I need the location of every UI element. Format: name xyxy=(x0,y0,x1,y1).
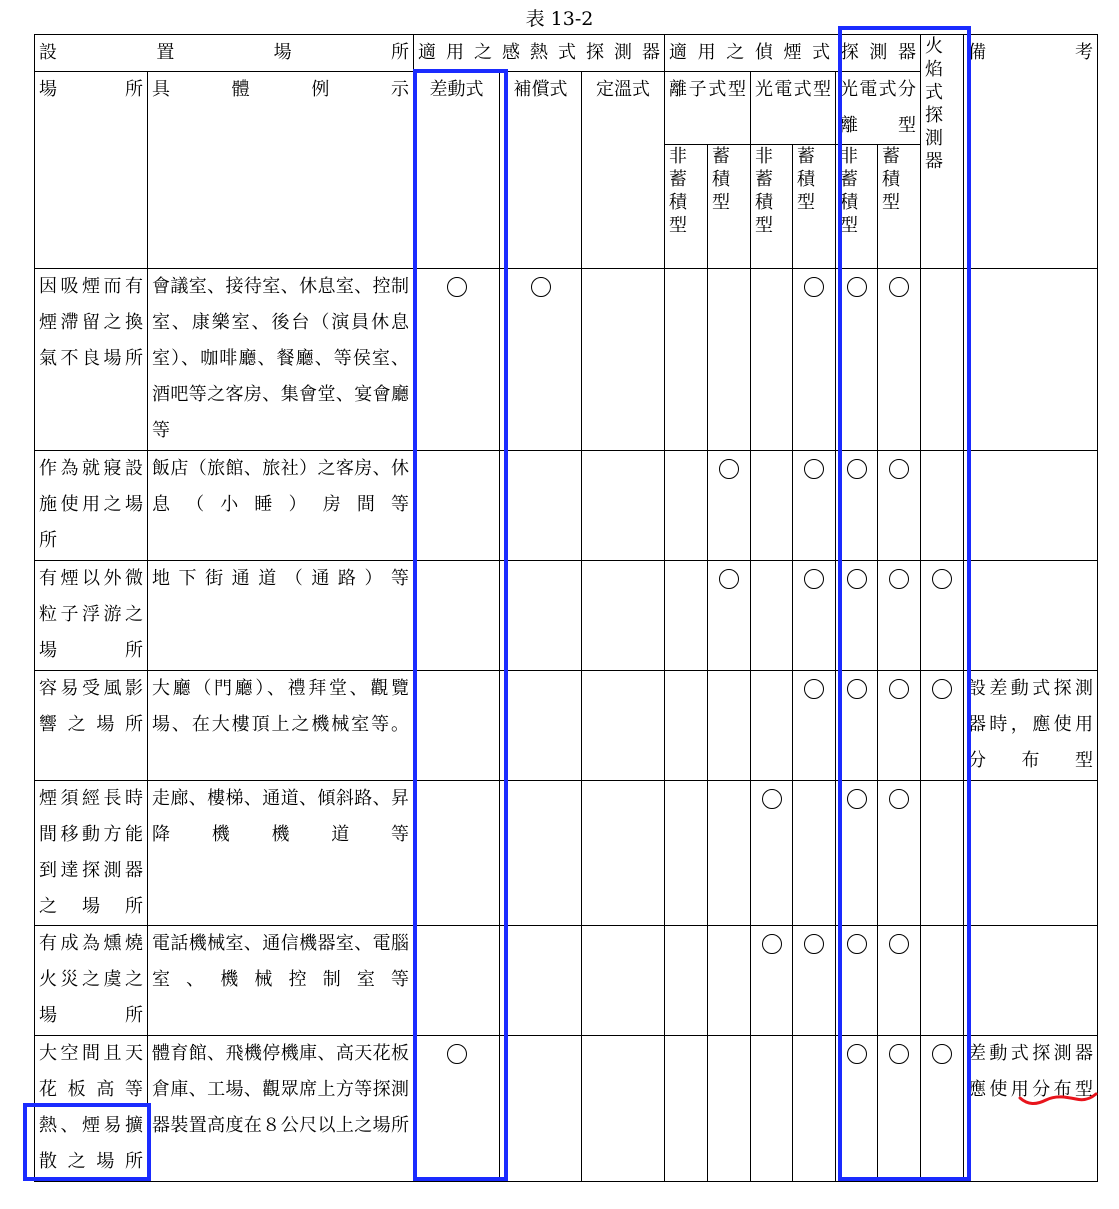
circle-mark-icon xyxy=(932,1044,952,1064)
circle-mark-icon xyxy=(889,459,909,479)
circle-mark-icon xyxy=(847,679,867,699)
header-place-col: 場所 xyxy=(35,72,148,269)
applicability-cell xyxy=(708,781,751,926)
applicability-cell xyxy=(665,269,708,451)
place-cell: 有煙以外微粒子浮游之場所 xyxy=(35,561,148,671)
circle-mark-icon xyxy=(847,459,867,479)
applicability-cell xyxy=(582,269,665,451)
applicability-cell xyxy=(665,926,708,1036)
header-accumulating: 蓄積型 xyxy=(878,145,921,269)
remark-cell: 差動式探測器應使用分布型 xyxy=(964,1036,1098,1182)
applicability-cell xyxy=(414,1036,500,1182)
example-cell: 地下街通道（通路）等 xyxy=(148,561,414,671)
applicability-cell xyxy=(878,1036,921,1182)
red-underline-scribble xyxy=(1018,1088,1100,1110)
applicability-cell xyxy=(836,269,878,451)
applicability-cell xyxy=(836,561,878,671)
example-cell: 大廳（門廳）、禮拜堂、觀覽場、在大樓頂上之機械室等。 xyxy=(148,671,414,781)
place-cell: 因吸煙而有煙滯留之換氣不良場所 xyxy=(35,269,148,451)
header-non-accumulating: 非蓄積型 xyxy=(751,145,793,269)
example-cell: 走廊、樓梯、通道、傾斜路、昇降機機道等 xyxy=(148,781,414,926)
remark-cell xyxy=(964,781,1098,926)
circle-mark-icon xyxy=(804,459,824,479)
applicability-cell xyxy=(414,269,500,451)
circle-mark-icon xyxy=(847,277,867,297)
circle-mark-icon xyxy=(762,934,782,954)
header-separated: 光電式分離型 xyxy=(836,72,921,145)
place-cell: 大空間且天花板高等熱、煙易擴散之場所 xyxy=(35,1036,148,1182)
circle-mark-icon xyxy=(719,569,739,589)
remark-cell: 設差動式探測器時，應使用分布型 xyxy=(964,671,1098,781)
applicability-cell xyxy=(921,926,964,1036)
circle-mark-icon xyxy=(804,569,824,589)
header-accumulating: 蓄積型 xyxy=(708,145,751,269)
applicability-cell xyxy=(414,926,500,1036)
header-place: 設置場所 xyxy=(35,35,414,72)
applicability-cell xyxy=(751,926,793,1036)
table-caption: 表 13-2 xyxy=(525,8,594,30)
header-ionization: 離子式型 xyxy=(665,72,751,145)
example-cell: 體育館、飛機停機庫、高天花板倉庫、工場、觀眾席上方等探測器裝置高度在８公尺以上之場所 xyxy=(148,1036,414,1182)
applicability-cell xyxy=(582,671,665,781)
applicability-cell xyxy=(793,781,836,926)
circle-mark-icon xyxy=(447,1044,467,1064)
detector-table xyxy=(34,34,1098,1182)
circle-mark-icon xyxy=(847,789,867,809)
applicability-cell xyxy=(793,269,836,451)
circle-mark-icon xyxy=(889,679,909,699)
header-smoke-detectors: 適用之偵煙式探測器 xyxy=(665,35,921,72)
applicability-cell xyxy=(921,781,964,926)
applicability-cell xyxy=(878,451,921,561)
applicability-cell xyxy=(708,269,751,451)
applicability-cell xyxy=(921,671,964,781)
header-remarks: 備考 xyxy=(964,35,1098,269)
applicability-cell xyxy=(500,926,582,1036)
applicability-cell xyxy=(708,671,751,781)
header-non-accumulating: 非蓄積型 xyxy=(836,145,878,269)
circle-mark-icon xyxy=(889,1044,909,1064)
header-fixed-temp: 定溫式 xyxy=(582,72,665,269)
applicability-cell xyxy=(921,269,964,451)
table-row xyxy=(35,561,1098,671)
header-differential: 差動式 xyxy=(414,72,500,269)
table-row xyxy=(35,1036,1098,1182)
applicability-cell xyxy=(665,1036,708,1182)
header-non-accumulating: 非蓄積型 xyxy=(665,145,708,269)
place-cell: 容易受風影響之場所 xyxy=(35,671,148,781)
applicability-cell xyxy=(751,671,793,781)
circle-mark-icon xyxy=(847,1044,867,1064)
table-row xyxy=(35,451,1098,561)
circle-mark-icon xyxy=(531,277,551,297)
applicability-cell xyxy=(878,781,921,926)
circle-mark-icon xyxy=(762,789,782,809)
circle-mark-icon xyxy=(804,277,824,297)
applicability-cell xyxy=(665,781,708,926)
applicability-cell xyxy=(793,1036,836,1182)
applicability-cell xyxy=(921,561,964,671)
circle-mark-icon xyxy=(447,277,467,297)
applicability-cell xyxy=(921,1036,964,1182)
circle-mark-icon xyxy=(804,934,824,954)
circle-mark-icon xyxy=(847,934,867,954)
applicability-cell xyxy=(793,926,836,1036)
applicability-cell xyxy=(751,451,793,561)
table-row xyxy=(35,781,1098,926)
applicability-cell xyxy=(665,561,708,671)
applicability-cell xyxy=(878,671,921,781)
header-flame-detector: 火焰式探測器 xyxy=(921,35,964,269)
applicability-cell xyxy=(708,926,751,1036)
example-cell: 飯店（旅館、旅社）之客房、休息（小睡）房間等 xyxy=(148,451,414,561)
applicability-cell xyxy=(836,781,878,926)
applicability-cell xyxy=(708,561,751,671)
place-cell: 煙須經長時間移動方能到達探測器之場所 xyxy=(35,781,148,926)
applicability-cell xyxy=(582,561,665,671)
applicability-cell xyxy=(878,561,921,671)
applicability-cell xyxy=(500,451,582,561)
applicability-cell xyxy=(878,926,921,1036)
circle-mark-icon xyxy=(932,569,952,589)
example-cell: 電話機械室、通信機器室、電腦室、機械控制室等 xyxy=(148,926,414,1036)
applicability-cell xyxy=(500,561,582,671)
applicability-cell xyxy=(414,781,500,926)
applicability-cell xyxy=(751,561,793,671)
applicability-cell xyxy=(751,781,793,926)
applicability-cell xyxy=(751,1036,793,1182)
remark-cell xyxy=(964,561,1098,671)
place-cell: 作為就寢設施使用之場所 xyxy=(35,451,148,561)
applicability-cell xyxy=(582,781,665,926)
remark-cell xyxy=(964,269,1098,451)
remark-cell xyxy=(964,926,1098,1036)
applicability-cell xyxy=(708,1036,751,1182)
example-cell: 會議室、接待室、休息室、控制室、康樂室、後台（演員休息室）、咖啡廳、餐廳、等侯室、酒吧等之客房、集會堂、宴會廳等 xyxy=(148,269,414,451)
circle-mark-icon xyxy=(889,277,909,297)
applicability-cell xyxy=(793,671,836,781)
applicability-cell xyxy=(665,671,708,781)
circle-mark-icon xyxy=(847,569,867,589)
applicability-cell xyxy=(500,1036,582,1182)
applicability-cell xyxy=(836,671,878,781)
place-cell: 有成為燻燒火災之虞之場所 xyxy=(35,926,148,1036)
applicability-cell xyxy=(793,561,836,671)
applicability-cell xyxy=(414,671,500,781)
applicability-cell xyxy=(500,671,582,781)
applicability-cell xyxy=(500,781,582,926)
applicability-cell xyxy=(665,451,708,561)
header-photoelectric: 光電式型 xyxy=(751,72,836,145)
applicability-cell xyxy=(582,926,665,1036)
header-example-col: 具體例示 xyxy=(148,72,414,269)
circle-mark-icon xyxy=(719,459,739,479)
applicability-cell xyxy=(582,1036,665,1182)
applicability-cell xyxy=(414,561,500,671)
circle-mark-icon xyxy=(932,679,952,699)
applicability-cell xyxy=(414,451,500,561)
applicability-cell xyxy=(836,1036,878,1182)
applicability-cell xyxy=(878,269,921,451)
circle-mark-icon xyxy=(889,569,909,589)
remark-cell xyxy=(964,451,1098,561)
circle-mark-icon xyxy=(804,679,824,699)
header-compensation: 補償式 xyxy=(500,72,582,269)
table-row xyxy=(35,926,1098,1036)
applicability-cell xyxy=(500,269,582,451)
applicability-cell xyxy=(751,269,793,451)
applicability-cell xyxy=(708,451,751,561)
circle-mark-icon xyxy=(889,934,909,954)
circle-mark-icon xyxy=(889,789,909,809)
applicability-cell xyxy=(793,451,836,561)
header-accumulating: 蓄積型 xyxy=(793,145,836,269)
applicability-cell xyxy=(836,926,878,1036)
applicability-cell xyxy=(836,451,878,561)
table-row xyxy=(35,269,1098,451)
header-heat-detectors: 適用之感熱式探測器 xyxy=(414,35,665,72)
applicability-cell xyxy=(921,451,964,561)
table-row xyxy=(35,671,1098,781)
applicability-cell xyxy=(582,451,665,561)
